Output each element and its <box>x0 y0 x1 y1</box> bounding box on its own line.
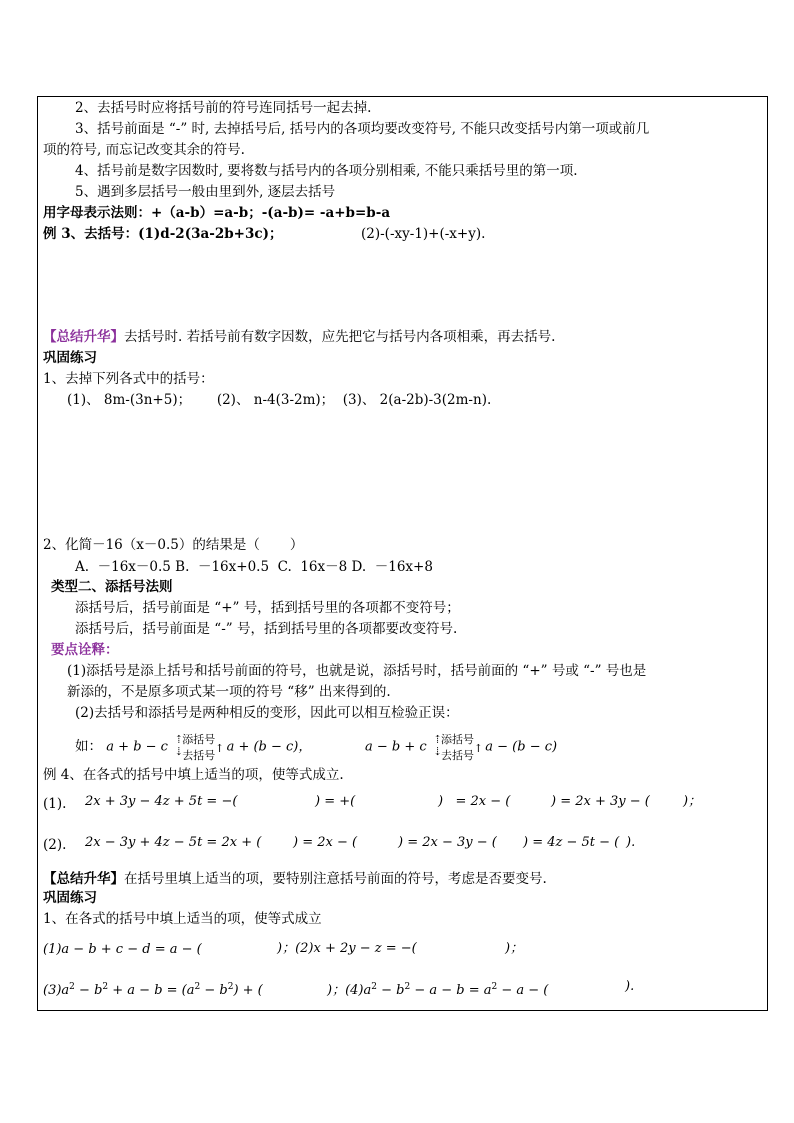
summary-1 <box>43 328 555 346</box>
practice-2-b-right: )；$(4)a^2 - b^2 - a - b = a^2 - a$ − ( <box>327 982 549 998</box>
example-4-p2-seg-b: ) = 2x − ( <box>293 835 358 850</box>
up-down-arrows-icon: ⇡ ⇣ <box>174 733 184 758</box>
example-4-p1-seg-e: )； <box>683 794 702 809</box>
notes-2: (2)去括号和添括号是两种相反的变形，因此可以相互检验正误： <box>75 705 459 721</box>
practice-2-a2: )；(2)x + 2y − z = −( <box>277 941 417 956</box>
stack-bottom-label: 去括号 <box>182 749 216 762</box>
example-4-p1-seg-d: ) = 2x + 3y − ( <box>551 794 650 809</box>
arrow-up-icon: ↑ <box>215 742 225 755</box>
example-4-p1 <box>43 794 702 813</box>
example-4-p2-seg-c: ) = 2x − 3y − ( <box>398 835 497 850</box>
summary-2-text: 在括号里填上适当的项，要特别注意括号前面的符号，考虑是否要变号. <box>124 871 547 887</box>
practice-2-title: 巩固练习 <box>43 890 97 906</box>
practice-2-q1: 1、在各式的括号中填上适当的项，使等式成立 <box>43 911 322 927</box>
type-2-line1: 添括号后，括号前面是 “+” 号，括到括号里的各项都不变符号； <box>75 600 460 616</box>
conversion-stack-2 <box>432 732 483 762</box>
notes-title: 要点诠释： <box>51 642 119 658</box>
example-4-p1-seg-c: ) = 2x − ( <box>438 794 511 809</box>
example-3-part2: (2)-(-xy-1)+(-x+y). <box>361 226 486 242</box>
practice-1-q2-options: A. －16x－0.5 B. －16x+0.5 C. 16x－8 D. －16x+8 <box>75 559 433 575</box>
type-2-line2: 添括号后，括号前面是 “-” 号，括到括号里的各项都要改变符号. <box>75 621 458 637</box>
example-4-label: 例 4、在各式的括号中填上适当的项，使等式成立. <box>43 767 344 783</box>
example-4-p1-seg-a: 2x + 3y − 4z + 5t = −( <box>85 794 238 809</box>
example-4-p2-seg-d: ) = 4z − 5t − ( <box>523 835 620 850</box>
rule-4: 4、括号前是数字因数时, 要将数与括号内的各项分别相乘, 不能只乘括号里的第一项. <box>75 163 578 179</box>
notes-eg2-left: a − b + c <box>365 739 427 755</box>
practice-1-q1-items: (1)、 8m-(3n+5)； (2)、 n-4(3-2m)； (3)、 2(a-2b)-3(2m-n). <box>67 392 492 408</box>
notes-1-line1: (1)添括号是添上括号和括号前面的符号，也就是说，添括号时，括号前面的 “+” 号或 “-” 号也是 <box>67 663 647 679</box>
stack-top-label: 添括号 <box>440 733 474 746</box>
practice-1-title: 巩固练习 <box>43 350 97 366</box>
stack-bottom-label: 去括号 <box>440 749 474 762</box>
practice-2-row-a <box>43 940 524 959</box>
rule-2: 2、去括号时应将括号前的符号连同括号一起去掉. <box>75 100 372 116</box>
notes-eg1-right: a + (b − c)， <box>226 739 312 755</box>
notes-example-2 <box>365 732 557 762</box>
example-4-p1-seg-b: ) = +( <box>315 794 356 809</box>
summary-1-tag: 【总结升华】 <box>43 329 124 345</box>
up-down-arrows-icon: ⇡ ⇣ <box>432 733 443 758</box>
summary-2-tag: 【总结升华】 <box>43 871 124 887</box>
practice-2-a3: )； <box>505 941 524 956</box>
example-4-p2-num: (2). <box>43 837 67 853</box>
example-3 <box>43 225 486 243</box>
notes-eg2-right: a − (b − c) <box>485 739 558 755</box>
practice-2-row-b <box>43 978 635 1000</box>
arrow-up-icon: ↑ <box>473 742 483 755</box>
practice-2-b10: ). <box>625 979 635 994</box>
example-4-p2-seg-a: 2x − 3y + 4z − 5t = 2x + ( <box>85 835 262 850</box>
example-4-p2-seg-e: ). <box>626 835 636 850</box>
type-2-title: 类型二、添括号法则 <box>51 579 173 595</box>
notes-example-prefix: 如： <box>75 738 102 755</box>
notes-1-line2: 新添的，不是原多项式某一项的符号 “移” 出来得到的. <box>67 684 391 700</box>
practice-1-q1: 1、去掉下列各式中的括号： <box>43 371 214 387</box>
rule-3-line2: 项的符号, 而忘记改变其余的符号. <box>43 142 245 158</box>
notes-example <box>75 732 311 762</box>
stack-top-label: 添括号 <box>182 733 216 746</box>
example-4-p2 <box>43 835 636 854</box>
summary-1-text: 去括号时. 若括号前有数字因数，应先把它与括号内各项相乘，再去括号. <box>124 329 556 345</box>
rule-5: 5、遇到多层括号一般由里到外, 逐层去括号 <box>75 184 336 200</box>
example-4-p1-num: (1). <box>43 796 67 812</box>
rule-3-line1: 3、括号前面是 “-” 时, 去掉括号后, 括号内的各项均要改变符号, 不能只改变括号内第一项或前几 <box>75 121 650 137</box>
practice-2-a1: (1)a − b + c − d = a − ( <box>43 942 202 957</box>
summary-2 <box>43 870 547 888</box>
example-3-label: 例 3、去括号：(1)d-2(3a-2b+3c)； <box>43 226 283 242</box>
letter-rule: 用字母表示法则：+（a-b）=a-b；-(a-b)= -a+b=b-a <box>43 205 391 221</box>
practice-1-q2: 2、化简－16（x－0.5）的结果是（ ） <box>43 537 304 553</box>
conversion-stack-1 <box>174 732 225 762</box>
notes-eg1-left: a + b − c <box>106 739 168 755</box>
practice-2-b-left: $(3)a^2 - b^2 + a - b = (a^2 - b^2)$ + ( <box>43 982 263 998</box>
